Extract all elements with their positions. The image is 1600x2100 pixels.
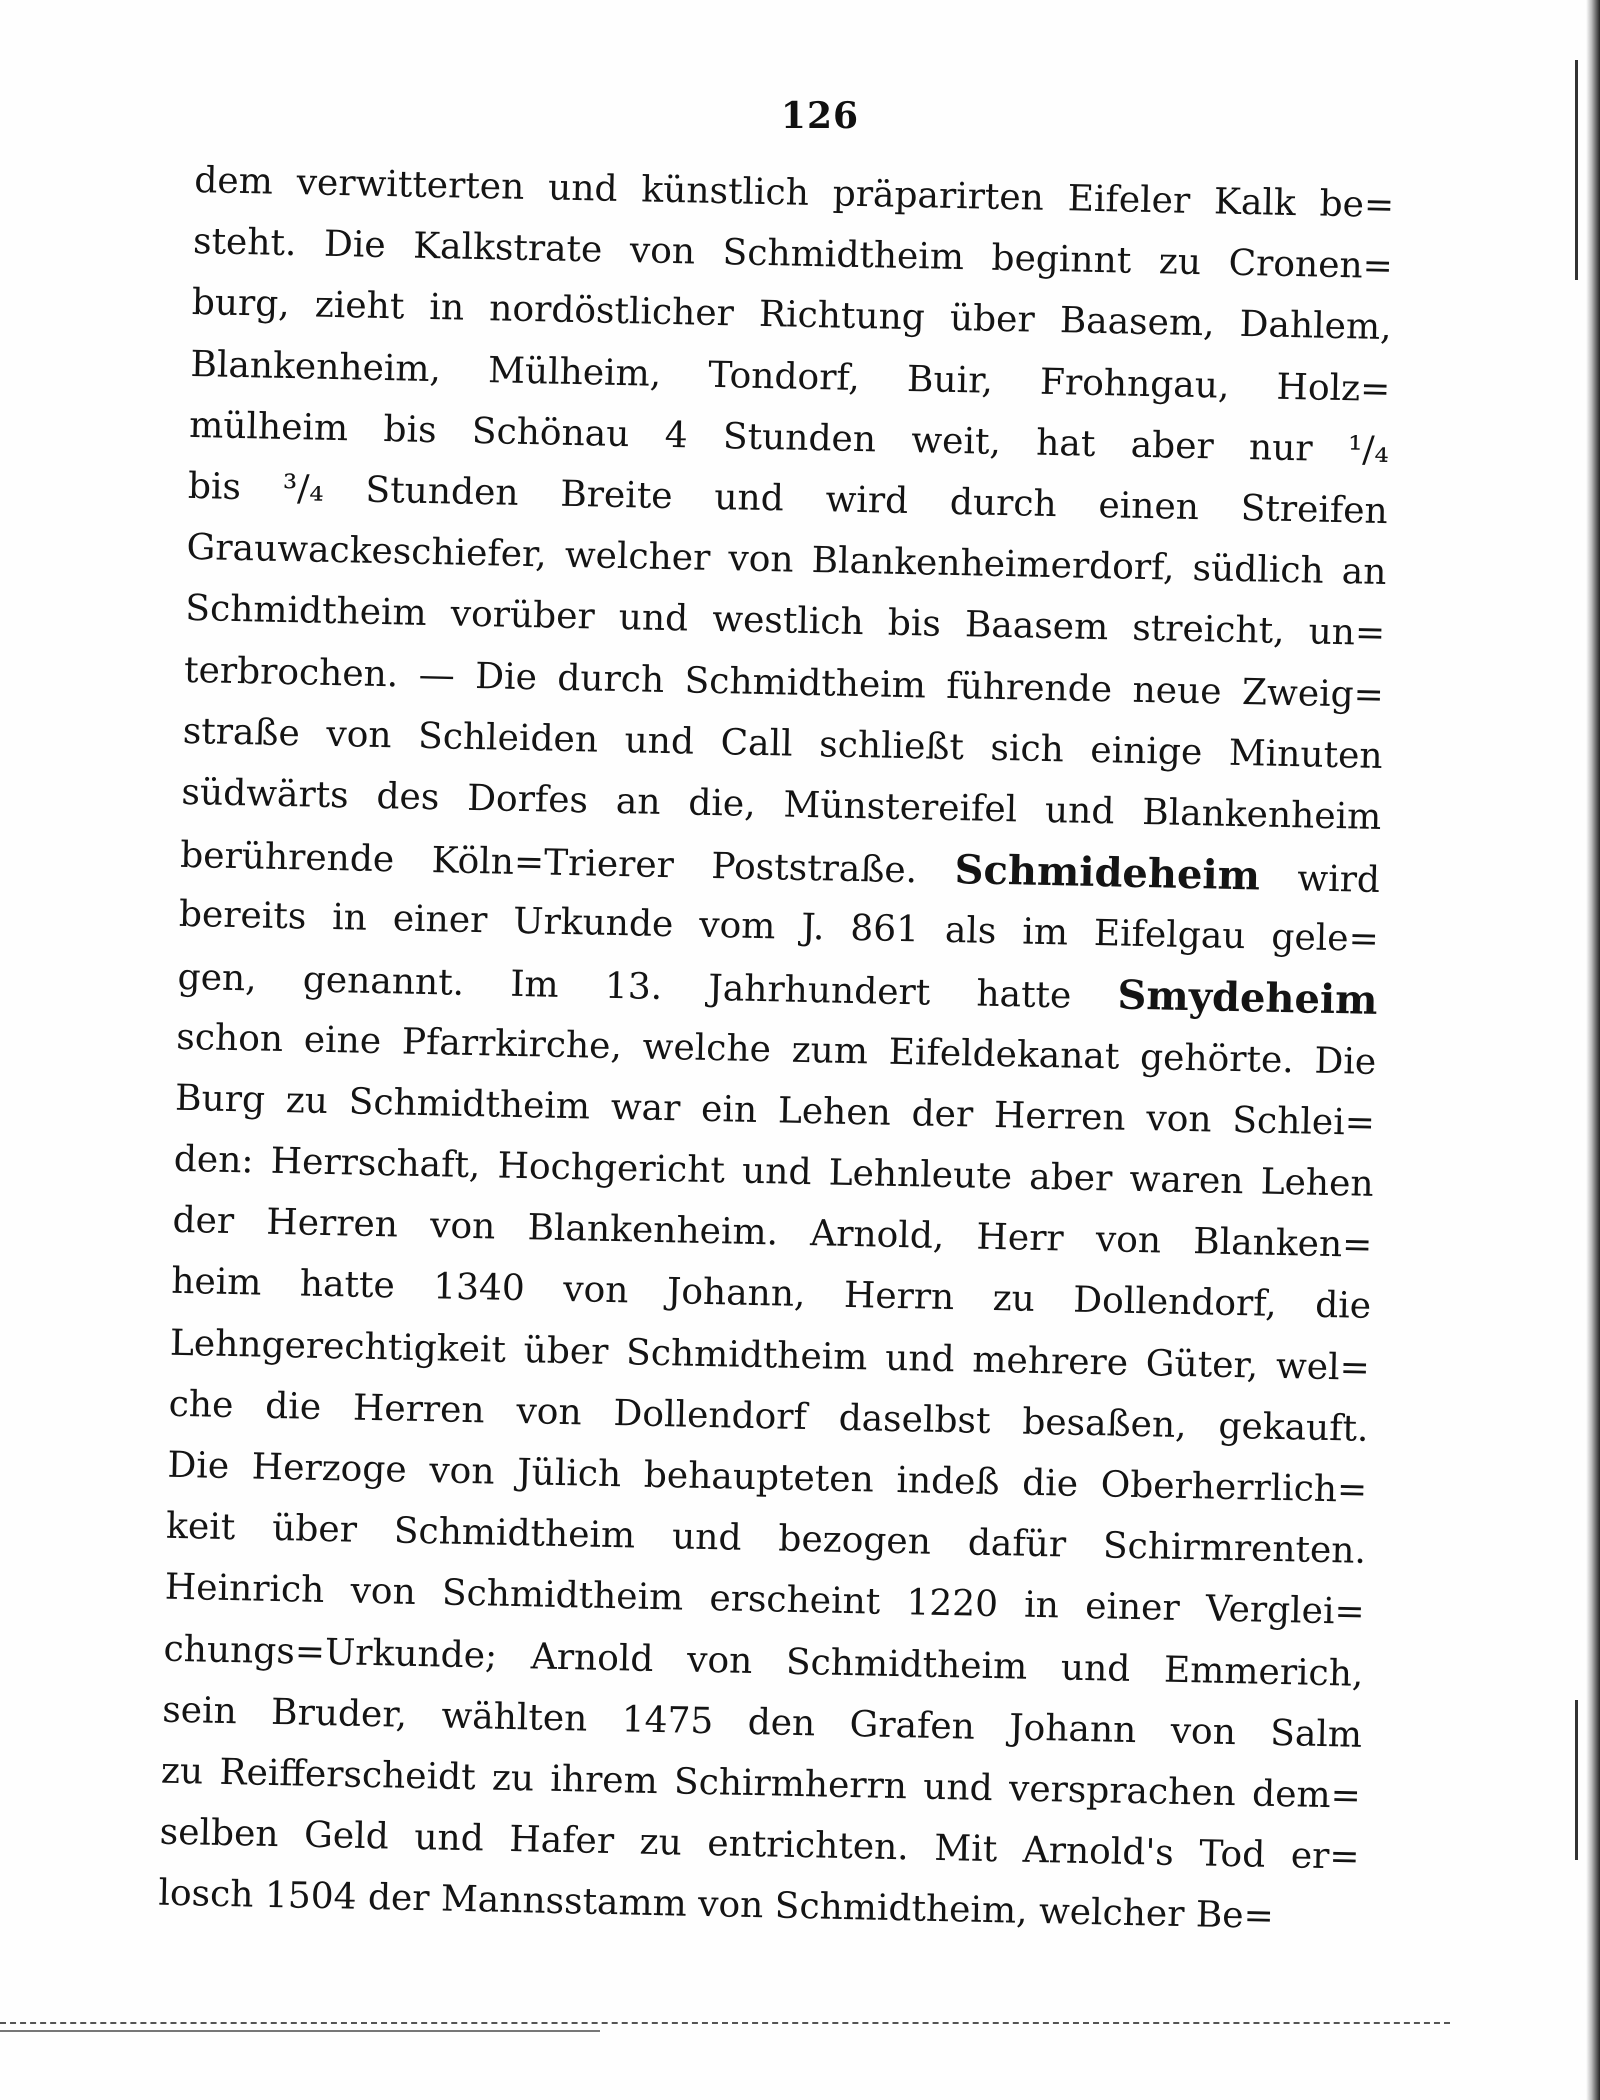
line-text: losch 1504 der Mannsstamm von Schmidtheim, welcher Be= <box>158 1872 1275 1938</box>
line-text: Blankenheim, Mülheim, Tondorf, Buir, Frohngau, Holz= <box>190 343 1391 410</box>
bottom-scan-line <box>0 2030 600 2032</box>
line-text: Grauwackeschiefer, welcher von Blankenheimerdorf, südlich an <box>186 527 1387 594</box>
edge-mark <box>1575 60 1578 280</box>
line-text: dem verwitterten und künstlich präparirten Eifeler Kalk be= <box>193 159 1395 227</box>
line-text: mülheim bis Schönau 4 Stunden weit, hat aber nur ¹/₄ <box>188 404 1390 471</box>
line-text: berührende Köln=Trierer Poststraße. <box>179 834 956 893</box>
line-text: den: Herrschaft, Hochgericht und Lehnleute aber waren Lehen <box>173 1138 1375 1205</box>
line-text: bereits in einer Urkunde vom J. 861 als im Eifelgau gele= <box>178 894 1380 961</box>
page-edge-shadow <box>1586 0 1600 2100</box>
line-text: Lehngerechtigkeit über Schmidtheim und mehrere Güter, wel= <box>169 1322 1371 1389</box>
line-text: der Herren von Blankenheim. Arnold, Herr von Blanken= <box>172 1199 1373 1267</box>
line-text: chungs=Urkunde; Arnold von Schmidtheim und Emmerich, <box>163 1628 1364 1695</box>
line-text: burg, zieht in nordöstlicher Richtung über Baasem, Dahlem, <box>191 282 1392 349</box>
line-text: Heinrich von Schmidtheim erscheint 1220 in einer Verglei= <box>164 1567 1366 1634</box>
bottom-scan-line <box>0 2022 1450 2024</box>
line-text: keit über Schmidtheim und bezogen dafür Schirmrenten. <box>165 1505 1367 1572</box>
line-text: sein Bruder, wählten 1475 den Grafen Johann von Salm <box>161 1689 1363 1756</box>
line-text: terbrochen. — Die durch Schmidtheim führende neue Zweig= <box>183 649 1385 716</box>
line-text: Die Herzoge von Jülich behaupteten indeß die Oberherrlich= <box>167 1444 1368 1511</box>
line-text: Burg zu Schmidtheim war ein Lehen der Herren von Schlei= <box>174 1077 1376 1144</box>
line-text: selben Geld und Hafer zu entrichten. Mit Arnold's Tod er= <box>159 1811 1360 1878</box>
body-text <box>158 150 1395 1949</box>
line-text: bis ³/₄ Stunden Breite und wird durch einen Streifen <box>187 465 1389 532</box>
line-text: straße von Schleiden und Call schließt sich einige Minuten <box>182 710 1383 777</box>
line-text: schon eine Pfarrkirche, welche zum Eifeldekanat gehörte. Die <box>175 1016 1377 1083</box>
line-text: heim hatte 1340 von Johann, Herrn zu Dollendorf, die <box>170 1261 1372 1328</box>
bold-place-name: Schmideheim <box>954 846 1261 900</box>
line-text: südwärts des Dorfes an die, Münstereifel und Blankenheim <box>181 771 1382 838</box>
line-text: che die Herren von Dollendorf daselbst besaßen, gekauft. <box>168 1383 1369 1450</box>
line-text: steht. Die Kalkstrate von Schmidtheim beginnt zu Cronen= <box>192 221 1394 288</box>
page-number: 126 <box>780 95 860 137</box>
edge-mark <box>1575 1700 1578 1860</box>
line-text: Schmidtheim vorüber und westlich bis Baasem streicht, un= <box>184 588 1386 655</box>
line-text: wird <box>1259 857 1381 902</box>
bold-place-name: Smydeheim <box>1117 971 1378 1025</box>
line-text: zu Reifferscheidt zu ihrem Schirmherrn und versprachen dem= <box>160 1750 1362 1817</box>
line-text: gen, genannt. Im 13. Jahrhundert hatte <box>177 957 1118 1018</box>
